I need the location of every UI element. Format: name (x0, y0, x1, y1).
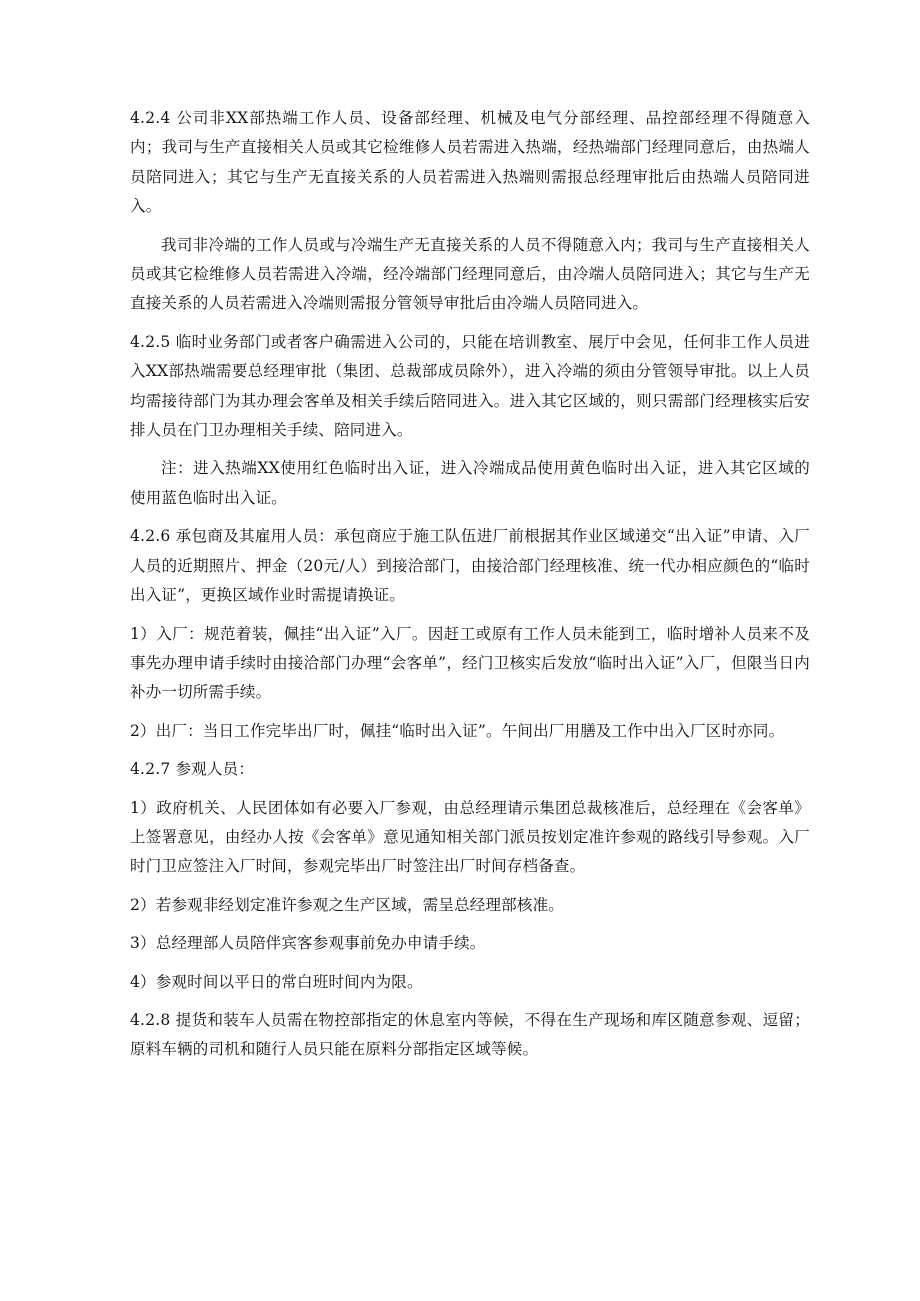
paragraph-exit: 2）出厂：当日工作完毕出厂时，佩挂“临时出入证”。午间出厂用膳及工作中出入厂区时亦同。 (130, 721, 785, 740)
paragraph-4-2-7: 4.2.7 参观人员： (130, 760, 255, 779)
paragraph-4-2-4: 4.2.4 公司非XX部热端工作人员、设备部经理、机械及电气分部经理、品控部经理不得随意入内；我司与生产直接相关人员或其它检维修人员若需进入热端，经热端部门经理同意后，由热端人员陪同进入；其它与生产无直接关系的人员若需进入热端则需报总经理审批后由热端人员陪同进入。 (130, 109, 810, 216)
paragraph-visit-3: 3）总经理部人员陪伴宾客参观事前免办申请手续。 (130, 934, 486, 953)
paragraph-note: 注：进入热端XX使用红色临时出入证，进入冷端成品使用黄色临时出入证，进入其它区域的使用蓝色临时出入证。 (130, 459, 810, 507)
paragraph-visit-1: 1）政府机关、人民团体如有必要入厂参观，由总经理请示集团总裁核准后，总经理在《会客单》上签署意见，由经办人按《会客单》意见通知相关部门派员按划定准许参观的路线引导参观。入厂时门卫应签注入厂时间，参观完毕出厂时签注出厂时间存档备查。 (130, 798, 810, 876)
paragraph-4-2-8: 4.2.8 提货和装车人员需在物控部指定的休息室内等候，不得在生产现场和库区随意参观、逗留；原料车辆的司机和随行人员只能在原料分部指定区域等候。 (130, 1010, 810, 1059)
paragraph-cold-end: 我司非冷端的工作人员或与冷端生产无直接关系的人员不得随意入内；我司与生产直接相关人员或其它检维修人员若需进入冷端，经冷端部门经理同意后，由冷端人员陪同进入；其它与生产无直接关系的人员若需进入冷端则需报分管领导审批后由冷端人员陪同进入。 (130, 235, 810, 313)
paragraph-entry: 1）入厂：规范着装，佩挂“出入证”入厂。因赶工或原有工作人员未能到工，临时增补人员来不及事先办理申请手续时由接洽部门办理“会客单”，经门卫核实后发放“临时出入证”入厂，但限当日内补办一切所需手续。 (130, 624, 810, 702)
paragraph-4-2-6: 4.2.6 承包商及其雇用人员：承包商应于施工队伍进厂前根据其作业区域递交“出入证”申请、入厂人员的近期照片、押金（20元/人）到接洽部门，由接洽部门经理核准、统一代办相应颜色的“临时出入证”，更换区域作业时需提请换证。 (130, 527, 810, 605)
paragraph-4-2-5: 4.2.5 临时业务部门或者客户确需进入公司的，只能在培训教室、展厅中会见，任何非工作人员进入XX部热端需要总经理审批（集团、总裁部成员除外），进入冷端的须由分管领导审批。以上人员均需接待部门为其办理会客单及相关手续后陪同进入。进入其它区域的，则只需部门经理核实后安排人员在门卫办理相关手续、陪同进入。 (130, 332, 810, 440)
paragraph-visit-4: 4）参观时间以平日的常白班时间内为限。 (130, 972, 423, 991)
paragraph-visit-2: 2）若参观非经划定准许参观之生产区域，需呈总经理部核准。 (130, 895, 564, 914)
document-page (130, 104, 810, 1074)
